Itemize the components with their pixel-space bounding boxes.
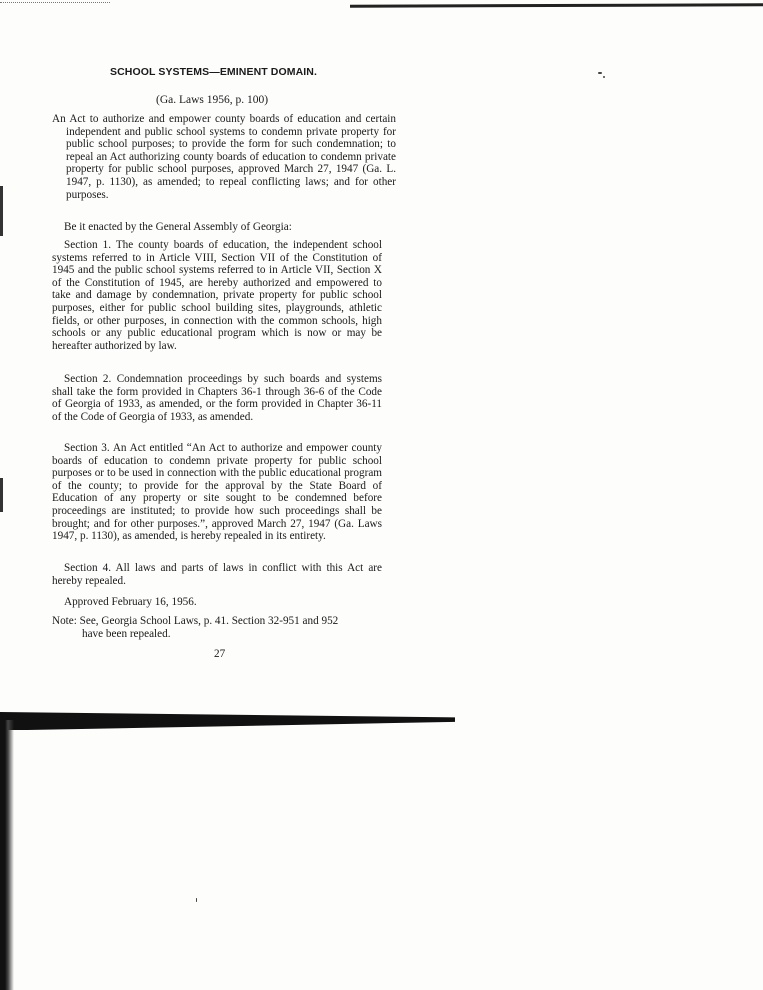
scan-left-mark <box>0 186 3 236</box>
section-4-paragraph: Section 4. All laws and parts of laws in conflict with this Act are hereby repealed. <box>52 562 382 587</box>
page-number: 27 <box>214 648 226 660</box>
scan-speck <box>603 76 605 78</box>
note-line-2: have been repealed. <box>82 628 171 640</box>
scan-edge-dots <box>0 2 110 3</box>
act-title-paragraph: An Act to authorize and empower county boards of education and certain independent and public school systems to condemn private property for public school purposes; to provide the form for such condemnation; to repeal an Act authorizing county boards of education to condemn private property for public school purposes, approved March 27, 1947 (Ga. L. 1947, p. 1130), as amended; to repeal conflicting laws; and for other purposes. <box>52 113 396 201</box>
enacting-clause: Be it enacted by the General Assembly of Georgia: <box>64 221 292 233</box>
scan-shadow-edge <box>0 720 14 990</box>
section-3-paragraph: Section 3. An Act entitled “An Act to authorize and empower county boards of education to condemn private property for public school purposes or to be used in connection with the public educational program of the county; to provide for the approval by the State Board of Education of any property or site sought to be condemned before proceedings are instituted; to provide how such proceedings shall be brought; and for other purposes.”, approved March 27, 1947 (Ga. Laws 1947, p. 1130), as amended, is hereby repealed in its entirety. <box>52 442 382 543</box>
scan-speck <box>598 72 602 74</box>
scan-left-mark <box>0 478 3 512</box>
scan-shadow-band <box>0 712 455 730</box>
section-2-paragraph: Section 2. Condemnation proceedings by such boards and systems shall take the form provided in Chapters 36-1 through 36-6 of the Code of Georgia of 1933, as amended, or the form provided in Chapter 36-11 of the Code of Georgia of 1933, as amended. <box>52 373 382 423</box>
law-citation: (Ga. Laws 1956, p. 100) <box>156 94 269 106</box>
document-heading: SCHOOL SYSTEMS—EMINENT DOMAIN. <box>110 66 317 78</box>
note-line-1: Note: See, Georgia School Laws, p. 41. Section 32-951 and 952 <box>52 615 339 627</box>
section-1-paragraph: Section 1. The county boards of education, the independent school systems referred to in Article VIII, Section VII of the Constitution of 1945 and the public school systems referred to in Article VII, Section X of the Constitution of 1945, are hereby authorized and empowered to take and damage by condemnation, private property for public school purposes, either for public school building sites, playgrounds, athletic fields, or other purposes, in connection with the common schools, high schools or any public educational program which is now or may be hereafter authorized by law. <box>52 239 382 352</box>
scan-edge-line <box>350 3 763 7</box>
approval-line: Approved February 16, 1956. <box>64 596 197 608</box>
scan-speck <box>196 898 197 902</box>
